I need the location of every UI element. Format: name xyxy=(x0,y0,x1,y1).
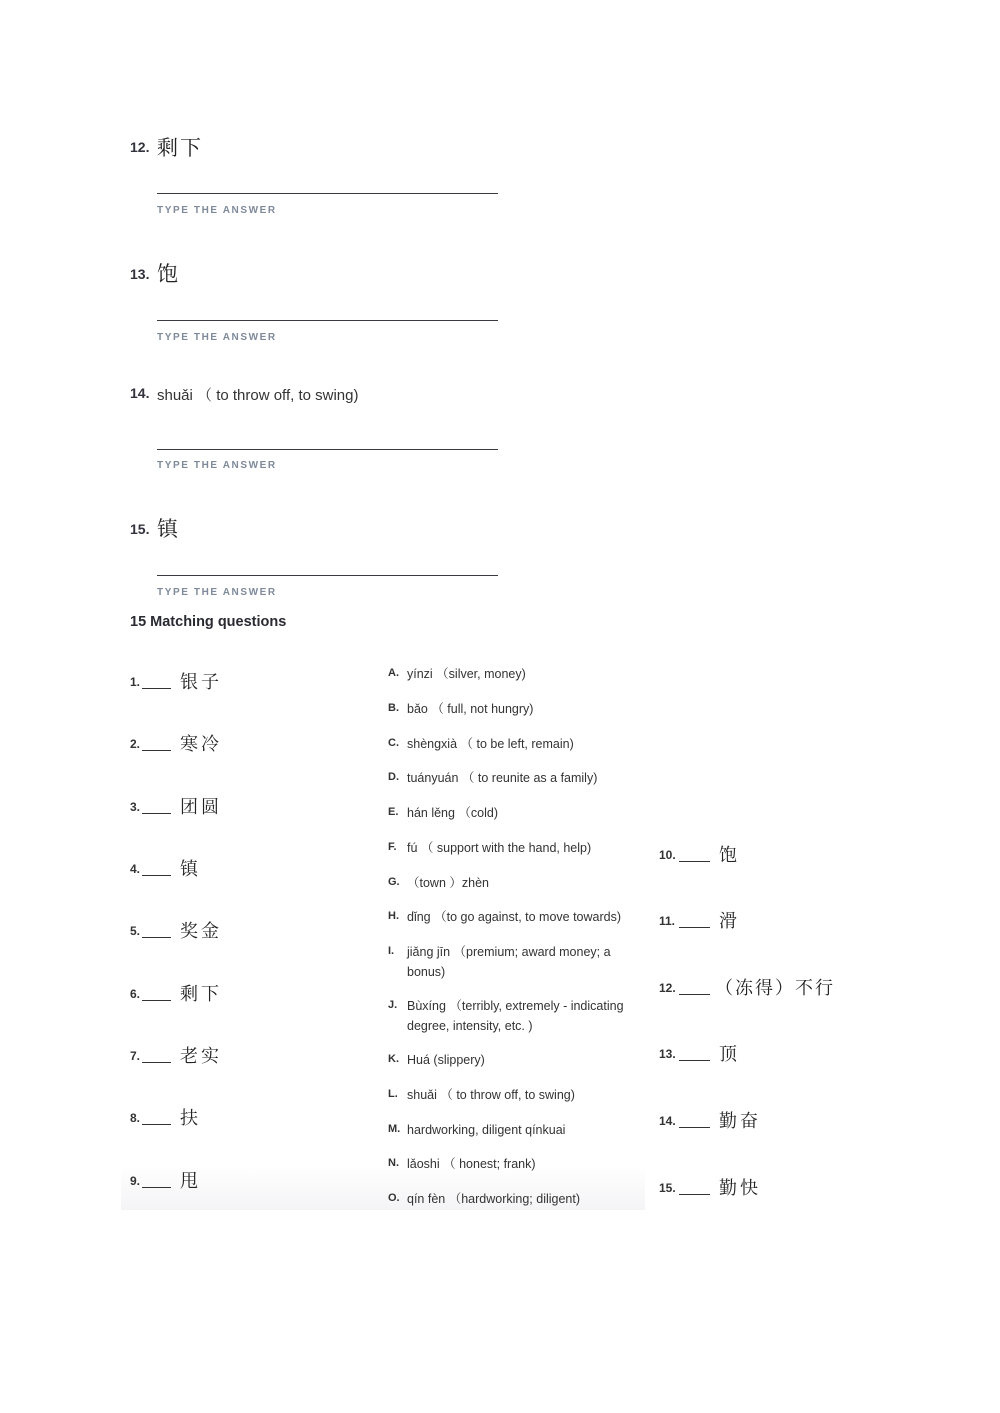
option-k xyxy=(388,1050,638,1070)
answer-input[interactable] xyxy=(157,575,498,576)
answer-blank[interactable] xyxy=(142,1187,171,1188)
term-text: 镇 xyxy=(180,859,201,880)
option-m xyxy=(388,1120,638,1140)
option-text: shuǎi （ to throw off, to swing) xyxy=(407,1088,575,1102)
answer-blank[interactable] xyxy=(679,861,710,862)
matching-section-title: 15 Matching questions xyxy=(130,614,287,630)
question-number: 15. xyxy=(130,521,150,537)
term-text: 剩下 xyxy=(180,984,222,1005)
term-number: 12. xyxy=(659,981,676,995)
option-b xyxy=(388,699,638,719)
term-number: 8. xyxy=(130,1111,141,1125)
term-text: 勤快 xyxy=(719,1178,761,1199)
option-letter: A. xyxy=(388,667,399,679)
option-n xyxy=(388,1154,638,1174)
option-l xyxy=(388,1085,638,1105)
option-text: hán lěng （cold) xyxy=(407,806,499,820)
term-number: 9. xyxy=(130,1174,141,1188)
option-text: hardworking, diligent qínkuai xyxy=(407,1123,566,1137)
term-text: 扶 xyxy=(180,1108,201,1129)
answer-blank[interactable] xyxy=(679,927,710,928)
answer-blank[interactable] xyxy=(679,1060,710,1061)
term-text: 勤奋 xyxy=(719,1111,761,1132)
question-14 xyxy=(130,383,530,473)
question-number: 14. xyxy=(130,385,150,401)
question-number: 12. xyxy=(130,139,150,155)
answer-input[interactable] xyxy=(157,320,498,321)
question-12 xyxy=(130,132,530,222)
option-text: lǎoshi （ honest; frank) xyxy=(407,1157,536,1171)
answer-blank[interactable] xyxy=(142,813,171,814)
option-text: fú （ support with the hand, help) xyxy=(407,841,592,855)
answer-blank[interactable] xyxy=(142,875,171,876)
option-e xyxy=(388,803,638,823)
answer-blank[interactable] xyxy=(142,1000,171,1001)
option-letter: J. xyxy=(388,999,398,1011)
option-d xyxy=(388,768,638,788)
answer-blank[interactable] xyxy=(142,1124,171,1125)
term-text: （冻得）不行 xyxy=(715,978,835,999)
option-text: shèngxià （ to be left, remain) xyxy=(407,737,574,751)
option-letter: E. xyxy=(388,806,399,818)
option-text: yínzi （silver, money) xyxy=(407,667,526,681)
answer-placeholder: TYPE THE ANSWER xyxy=(157,332,277,343)
option-letter: C. xyxy=(388,737,399,749)
term-text: 顶 xyxy=(719,1044,740,1065)
term-number: 4. xyxy=(130,862,141,876)
option-letter: F. xyxy=(388,841,397,853)
option-letter: H. xyxy=(388,910,399,922)
term-number: 14. xyxy=(659,1114,676,1128)
option-text: qín fèn （hardworking; diligent) xyxy=(407,1192,581,1206)
term-text: 奖金 xyxy=(180,921,222,942)
term-number: 10. xyxy=(659,848,676,862)
question-prompt: 饱 xyxy=(157,262,180,286)
answer-blank[interactable] xyxy=(142,1062,171,1063)
term-number: 15. xyxy=(659,1181,676,1195)
answer-input[interactable] xyxy=(157,449,498,450)
answer-placeholder: TYPE THE ANSWER xyxy=(157,460,277,471)
option-letter: K. xyxy=(388,1053,399,1065)
option-j xyxy=(388,996,638,1036)
term-number: 3. xyxy=(130,800,141,814)
term-number: 5. xyxy=(130,924,141,938)
answer-blank[interactable] xyxy=(142,750,171,751)
question-15 xyxy=(130,513,530,603)
option-g xyxy=(388,873,638,893)
option-a xyxy=(388,664,638,684)
option-letter: O. xyxy=(388,1192,400,1204)
option-letter: G. xyxy=(388,876,400,888)
option-f xyxy=(388,838,638,858)
term-text: 寒冷 xyxy=(180,734,222,755)
option-letter: I. xyxy=(388,945,395,957)
answer-input[interactable] xyxy=(157,193,498,194)
option-o xyxy=(388,1189,638,1209)
answer-blank[interactable] xyxy=(142,937,171,938)
term-text: 银子 xyxy=(180,672,222,693)
option-text: （town ）zhèn xyxy=(407,876,489,890)
answer-placeholder: TYPE THE ANSWER xyxy=(157,587,277,598)
question-13 xyxy=(130,258,530,348)
option-text: dǐng （to go against, to move towards) xyxy=(407,910,622,924)
answer-blank[interactable] xyxy=(679,1194,710,1195)
option-text: tuányuán （ to reunite as a family) xyxy=(407,771,598,785)
option-letter: B. xyxy=(388,702,399,714)
option-h xyxy=(388,907,638,927)
question-prompt: shuǎi （ to throw off, to swing) xyxy=(157,387,359,404)
question-prompt: 镇 xyxy=(157,517,180,541)
term-number: 1. xyxy=(130,675,141,689)
option-c xyxy=(388,734,638,754)
option-letter: M. xyxy=(388,1123,401,1135)
term-number: 7. xyxy=(130,1049,141,1063)
option-text: jiǎng jīn （premium; award money; a bonus) xyxy=(407,945,611,979)
option-text: Huá (slippery) xyxy=(407,1053,485,1067)
option-letter: D. xyxy=(388,771,399,783)
option-i xyxy=(388,942,638,982)
answer-blank[interactable] xyxy=(679,994,710,995)
question-prompt: 剩下 xyxy=(157,136,203,160)
option-letter: N. xyxy=(388,1157,399,1169)
answer-blank[interactable] xyxy=(142,688,171,689)
term-text: 饱 xyxy=(719,845,740,866)
term-text: 滑 xyxy=(719,911,740,932)
term-number: 13. xyxy=(659,1047,676,1061)
term-number: 2. xyxy=(130,737,141,751)
answer-blank[interactable] xyxy=(679,1127,710,1128)
option-letter: L. xyxy=(388,1088,398,1100)
term-number: 6. xyxy=(130,987,141,1001)
option-text: Bùxíng （terribly, extremely - indicating degree, intensity, etc. ) xyxy=(407,999,624,1033)
term-text: 甩 xyxy=(180,1171,201,1192)
term-number: 11. xyxy=(659,914,676,928)
question-number: 13. xyxy=(130,266,150,282)
option-text: bǎo （ full, not hungry) xyxy=(407,702,534,716)
answer-placeholder: TYPE THE ANSWER xyxy=(157,205,277,216)
term-text: 老实 xyxy=(180,1046,222,1067)
term-text: 团圆 xyxy=(180,797,222,818)
